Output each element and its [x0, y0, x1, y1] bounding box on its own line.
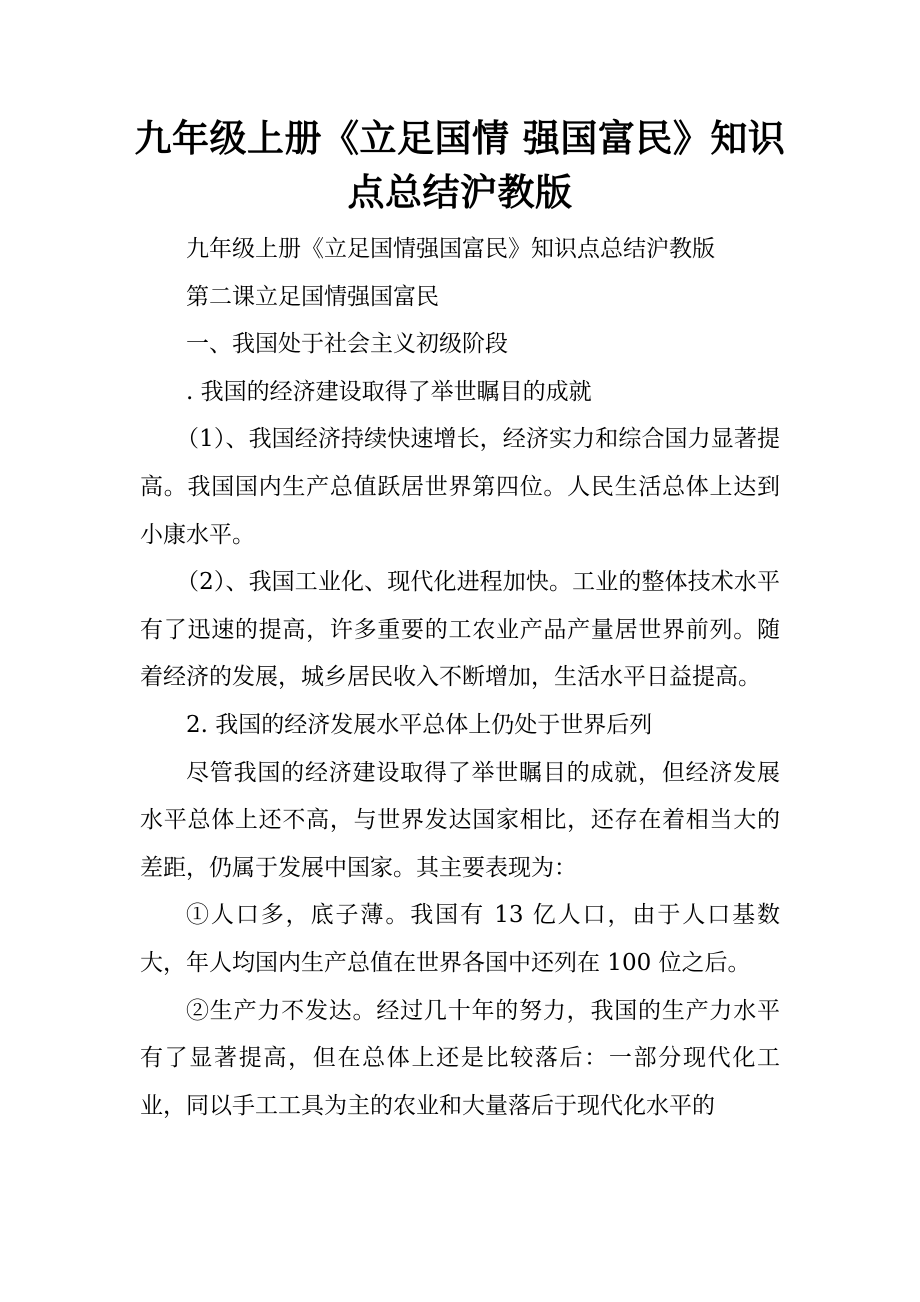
paragraph-point-1-item-2: （2）、我国工业化、现代化进程加快。工业的整体技术水平有了迅速的提高，许多重要的工农业产品产量居世界前列。随着经济的发展，城乡居民收入不断增加，生活水平日益提高。	[140, 569, 780, 691]
paragraph-lesson-heading: 第二课立足国情强国富民	[186, 283, 439, 310]
title-line-2: 点总结沪教版	[347, 171, 573, 214]
document-title	[130, 112, 790, 220]
paragraph-point-2-item-2: ②生产力不发达。经过几十年的努力，我国的生产力水平有了显著提高，但在总体上还是比较落后：一部分现代化工业，同以手工工具为主的农业和大量落后于现代化水平的	[140, 997, 780, 1119]
paragraph-subtitle: 九年级上册《立足国情强国富民》知识点总结沪教版	[186, 236, 715, 262]
paragraph-point-2-item-1: ①人口多，底子薄。我国有 13 亿人口，由于人口基数大，年人均国内生产总值在世界各国中还列在 100 位之后。	[140, 902, 780, 976]
paragraph-point-2-intro: 尽管我国的经济建设取得了举世瞩目的成就，但经济发展水平总体上还不高，与世界发达国家相比，还存在着相当大的差距，仍属于发展中国家。其主要表现为：	[140, 759, 780, 881]
paragraph-point-1-heading: . 我国的经济建设取得了举世瞩目的成就	[186, 378, 592, 405]
paragraph-point-1-item-1: （1）、我国经济持续快速增长，经济实力和综合国力显著提高。我国国内生产总值跃居世界第四位。人民生活总体上达到小康水平。	[140, 426, 780, 548]
title-line-1: 九年级上册《立足国情 强国富民》知识	[134, 117, 786, 160]
document-body	[140, 226, 780, 1130]
paragraph-point-2-heading: 2. 我国的经济发展水平总体上仍处于世界后列	[186, 711, 653, 738]
paragraph-section-heading: 一、我国处于社会主义初级阶段	[186, 331, 508, 358]
